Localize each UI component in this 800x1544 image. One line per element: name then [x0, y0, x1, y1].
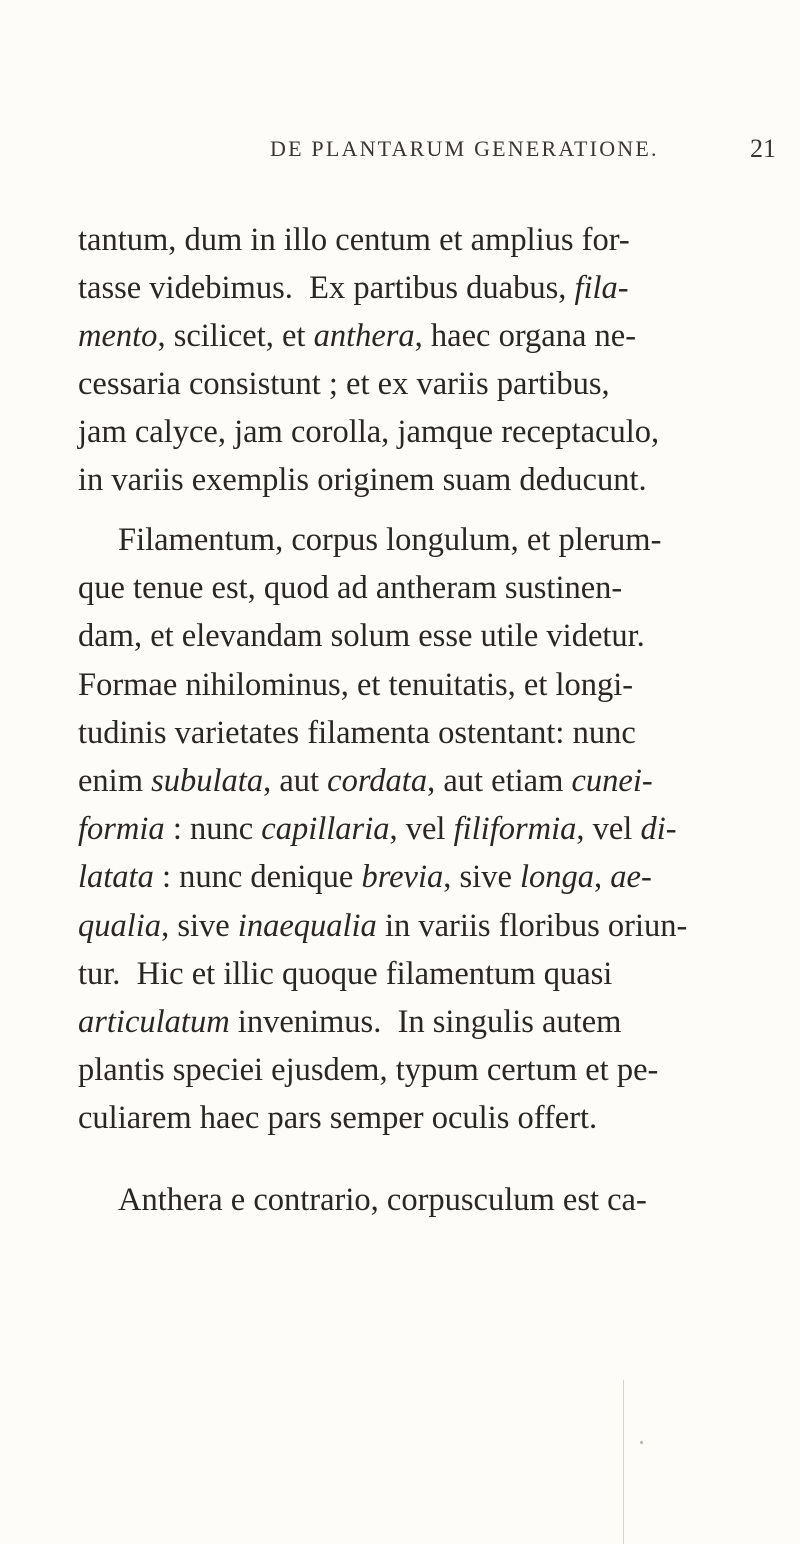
text-line: [78, 460, 647, 500]
text-run: invenimus. In singulis autem: [229, 1004, 622, 1040]
italic-term: cordata: [327, 763, 428, 799]
text-run: , haec organa ne-: [414, 318, 637, 354]
italic-term: capillaria: [261, 811, 390, 848]
text-line: [78, 568, 622, 608]
italic-term: latata: [78, 859, 154, 896]
text-line: [78, 954, 612, 994]
running-head: [0, 136, 800, 166]
italic-term: formia: [78, 811, 165, 848]
text-run: , vel: [576, 811, 641, 848]
italic-term: inaequalia: [237, 907, 377, 944]
text-run: , sive: [443, 859, 520, 896]
text-line: [78, 761, 653, 801]
text-run: plantis speciei ejusdem, typum certum et pe-: [78, 1052, 659, 1089]
text-run: in variis floribus oriun-: [376, 907, 688, 944]
text-run: Filamentum, corpus longulum, et plerum-: [118, 522, 662, 558]
italic-term: fila-: [574, 270, 629, 306]
text-run: , sive: [161, 907, 238, 944]
text-run: , aut: [263, 763, 328, 799]
text-run: Formae nihilominus, et tenuitatis, et longi-: [78, 666, 634, 703]
text-run: que tenue est, quod ad antheram sustinen-: [78, 570, 623, 607]
margin-rule: [623, 1380, 624, 1544]
text-run: , vel: [389, 811, 454, 848]
page-number: 21: [750, 134, 776, 163]
text-run: tur. Hic et illic quoque filamentum quasi: [78, 955, 613, 992]
text-line: [78, 665, 633, 705]
text-run: cessaria consistunt ; et ex variis partibus,: [78, 366, 610, 402]
italic-term: ae-: [610, 859, 652, 896]
ink-speck: [640, 1441, 643, 1444]
text-run: : nunc: [164, 811, 262, 848]
text-run: , scilicet, et: [157, 318, 314, 354]
text-run: , aut etiam: [427, 763, 572, 799]
italic-term: qualia: [78, 907, 162, 944]
text-run: enim: [78, 763, 152, 799]
text-run: ,: [594, 859, 611, 896]
text-line: [78, 809, 677, 849]
text-line: [118, 520, 661, 560]
text-run: tantum, dum in illo centum et amplius for-: [78, 222, 630, 258]
text-run: Anthera e contrario, corpusculum est ca-: [118, 1182, 647, 1218]
text-line: [78, 316, 636, 356]
text-line: [78, 857, 652, 897]
text-line: [78, 906, 687, 946]
italic-term: articulatum: [78, 1004, 230, 1040]
text-run: tudinis varietates filamenta ostentant: nunc: [78, 714, 636, 751]
text-line: [78, 412, 659, 452]
italic-term: subulata: [151, 763, 264, 799]
italic-term: anthera: [313, 318, 415, 354]
text-run: dam, et elevandam solum esse utile videtur.: [78, 618, 645, 655]
text-line: [78, 220, 630, 260]
text-run: : nunc denique: [153, 859, 362, 896]
text-line: [78, 268, 629, 308]
italic-term: mento: [78, 318, 158, 354]
running-title: DE PLANTARUM GENERATIONE.: [270, 136, 659, 161]
text-line: [118, 1180, 647, 1220]
text-line: [78, 713, 636, 753]
text-run: culiarem haec pars semper oculis offert.: [78, 1100, 598, 1137]
italic-term: cunei-: [571, 763, 653, 799]
text-line: [78, 616, 645, 656]
text-run: in variis exemplis originem suam deducunt.: [78, 462, 647, 498]
text-run: tasse videbimus. Ex partibus duabus,: [78, 270, 575, 306]
text-line: [78, 364, 610, 404]
text-line: [78, 1050, 658, 1090]
italic-term: filiformia: [453, 811, 577, 848]
text-line: [78, 1002, 621, 1042]
italic-term: di-: [640, 811, 677, 848]
italic-term: brevia: [361, 859, 444, 896]
italic-term: longa: [520, 859, 595, 896]
text-line: [78, 1098, 597, 1138]
text-run: jam calyce, jam corolla, jamque receptaculo,: [78, 414, 660, 450]
